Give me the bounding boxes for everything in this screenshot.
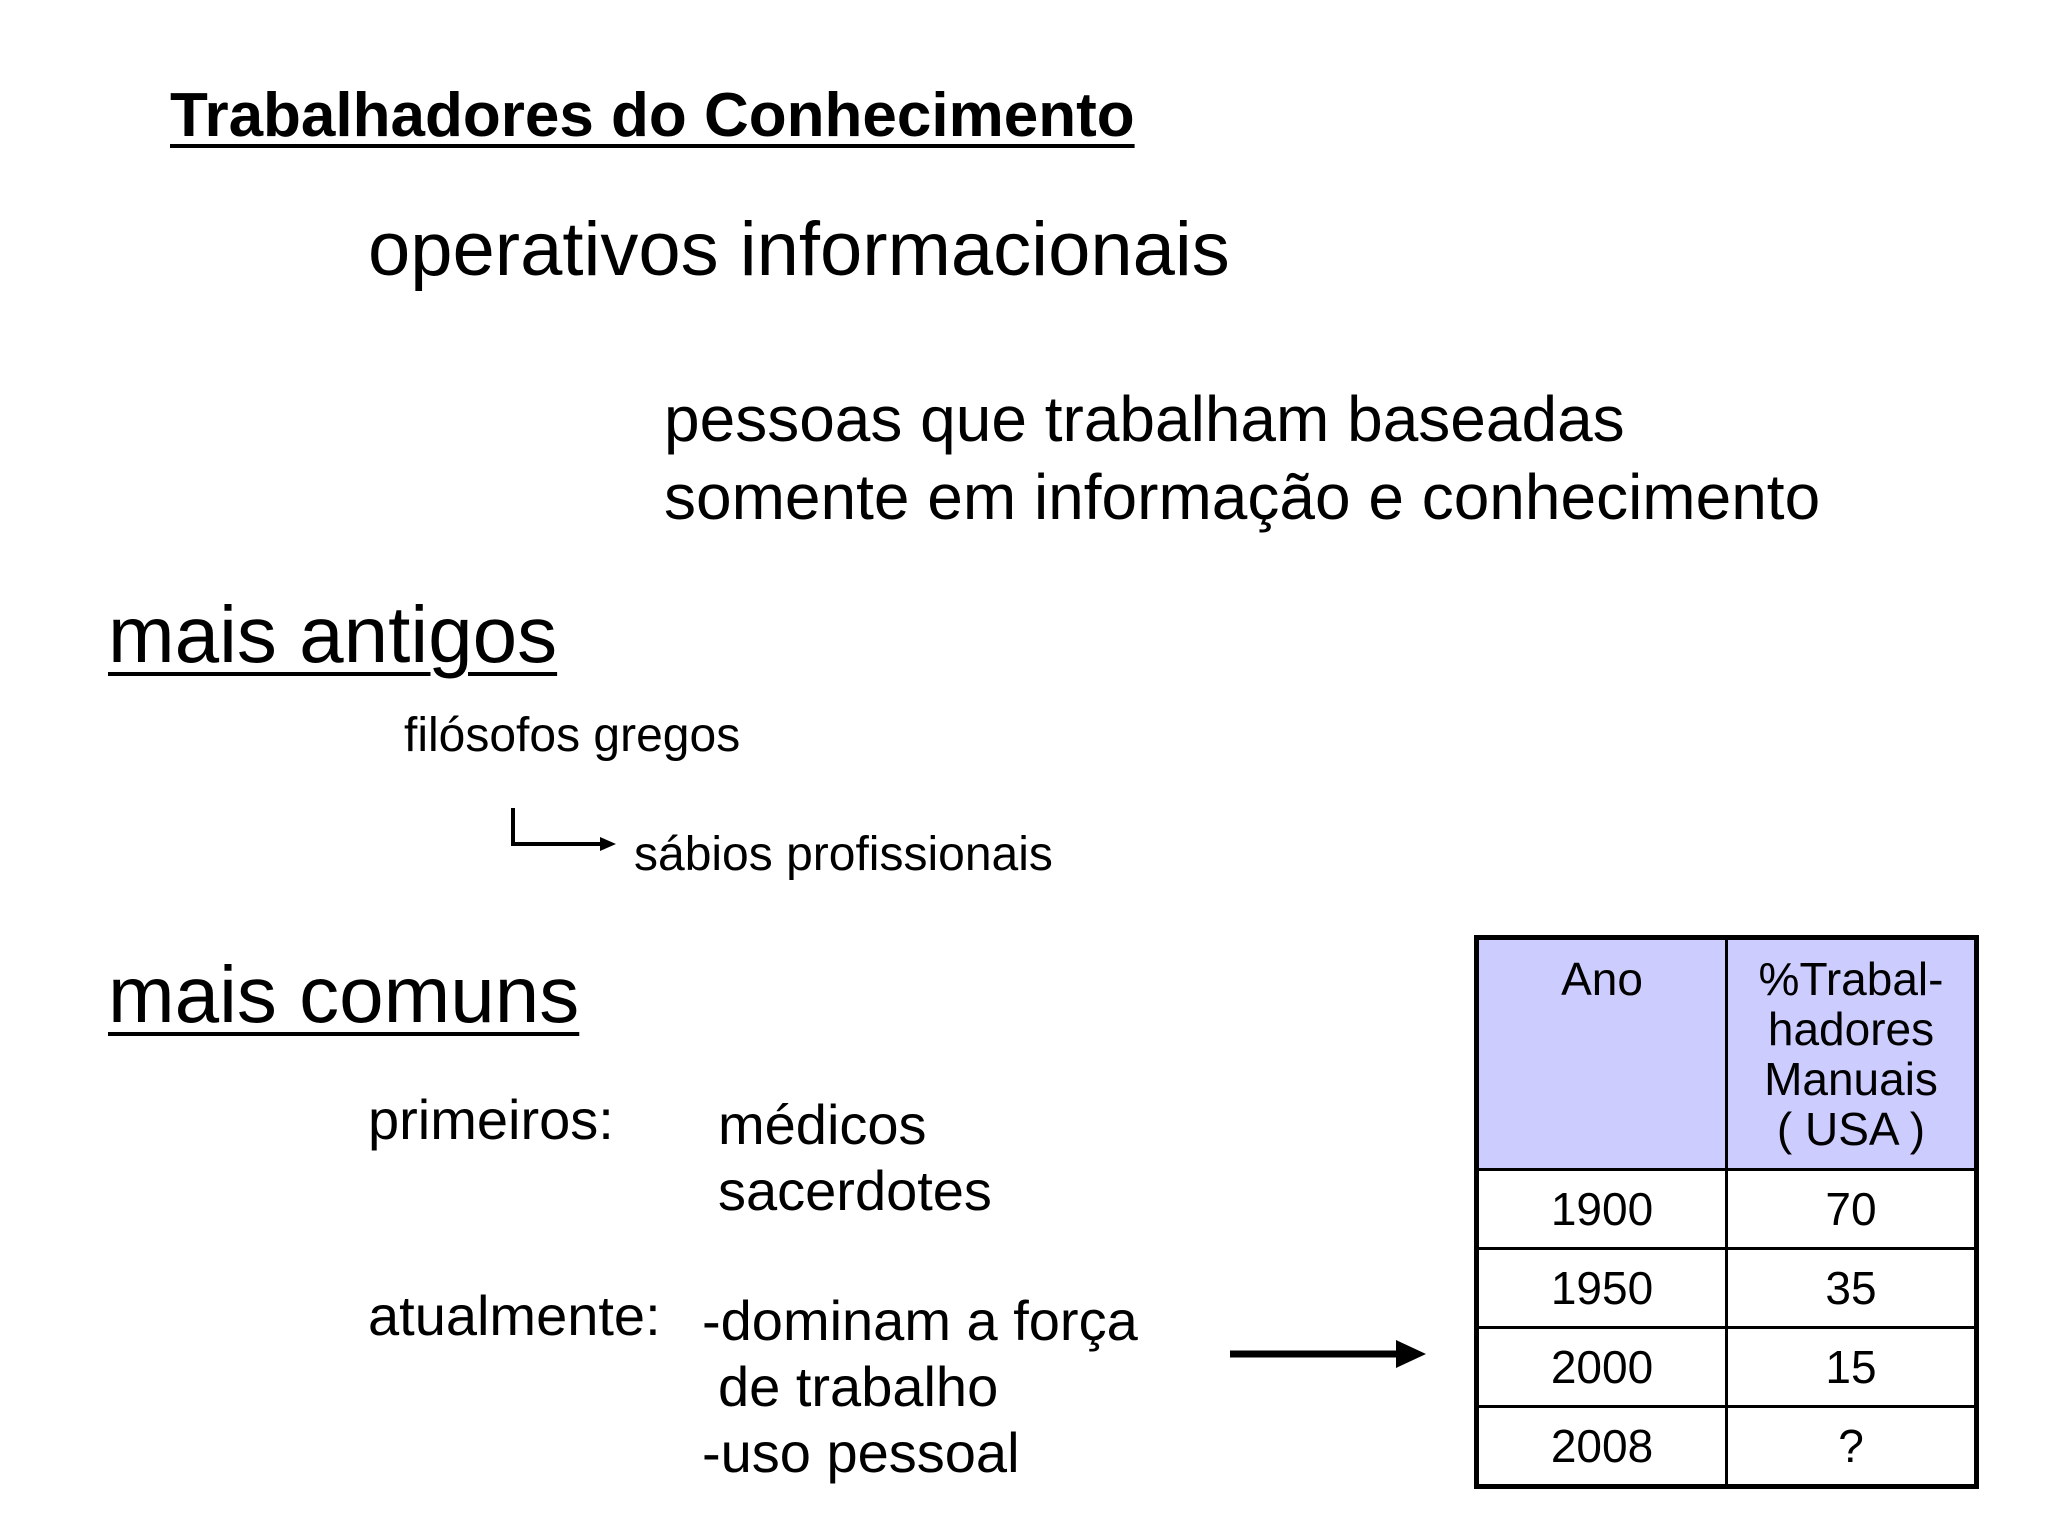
table-row [1477, 1328, 1977, 1407]
label-atualmente: atualmente: [368, 1284, 661, 1347]
primeiros-values [718, 1092, 992, 1224]
cell-percent: 35 [1727, 1249, 1977, 1328]
cell-percent: 15 [1727, 1328, 1977, 1407]
cell-percent: 70 [1727, 1170, 1977, 1249]
table-row [1477, 1407, 1977, 1487]
page-title: Trabalhadores do Conhecimento [170, 81, 1135, 150]
item-filosofos-gregos: filósofos gregos [404, 709, 741, 762]
header-line: hadores [1767, 1003, 1935, 1055]
data-table [1474, 935, 1979, 1489]
right-arrow-icon [1228, 1336, 1428, 1372]
cell-year: 1950 [1477, 1249, 1727, 1328]
cell-percent: ? [1727, 1407, 1977, 1487]
cell-year: 2000 [1477, 1328, 1727, 1407]
header-percent-trabalhadores [1727, 938, 1977, 1170]
heading-mais-comuns: mais comuns [108, 950, 580, 1039]
header-line: %Trabal- [1758, 953, 1944, 1005]
heading-mais-antigos: mais antigos [108, 590, 558, 679]
value-medicos: médicos [718, 1093, 927, 1156]
label-primeiros: primeiros: [368, 1088, 614, 1151]
table-header-row [1477, 938, 1977, 1170]
subtitle: operativos informacionais [368, 207, 1230, 292]
description-line-2: somente em informação e conhecimento [664, 461, 1821, 533]
elbow-arrow-icon [508, 806, 618, 856]
item-sabios-profissionais: sábios profissionais [634, 828, 1053, 881]
cell-year: 1900 [1477, 1170, 1727, 1249]
value-sacerdotes: sacerdotes [718, 1159, 992, 1222]
description-line-1: pessoas que trabalham baseadas [664, 383, 1625, 455]
value-dominam: -dominam a força [702, 1289, 1138, 1352]
cell-year: 2008 [1477, 1407, 1727, 1487]
value-de-trabalho: de trabalho [718, 1355, 999, 1418]
header-line: ( USA ) [1776, 1103, 1926, 1155]
atualmente-values [702, 1288, 1138, 1486]
header-line: Manuais [1764, 1053, 1938, 1105]
description [664, 380, 1820, 536]
value-uso-pessoal: -uso pessoal [702, 1421, 1020, 1484]
table-row [1477, 1170, 1977, 1249]
table-row [1477, 1249, 1977, 1328]
header-ano: Ano [1477, 938, 1727, 1170]
